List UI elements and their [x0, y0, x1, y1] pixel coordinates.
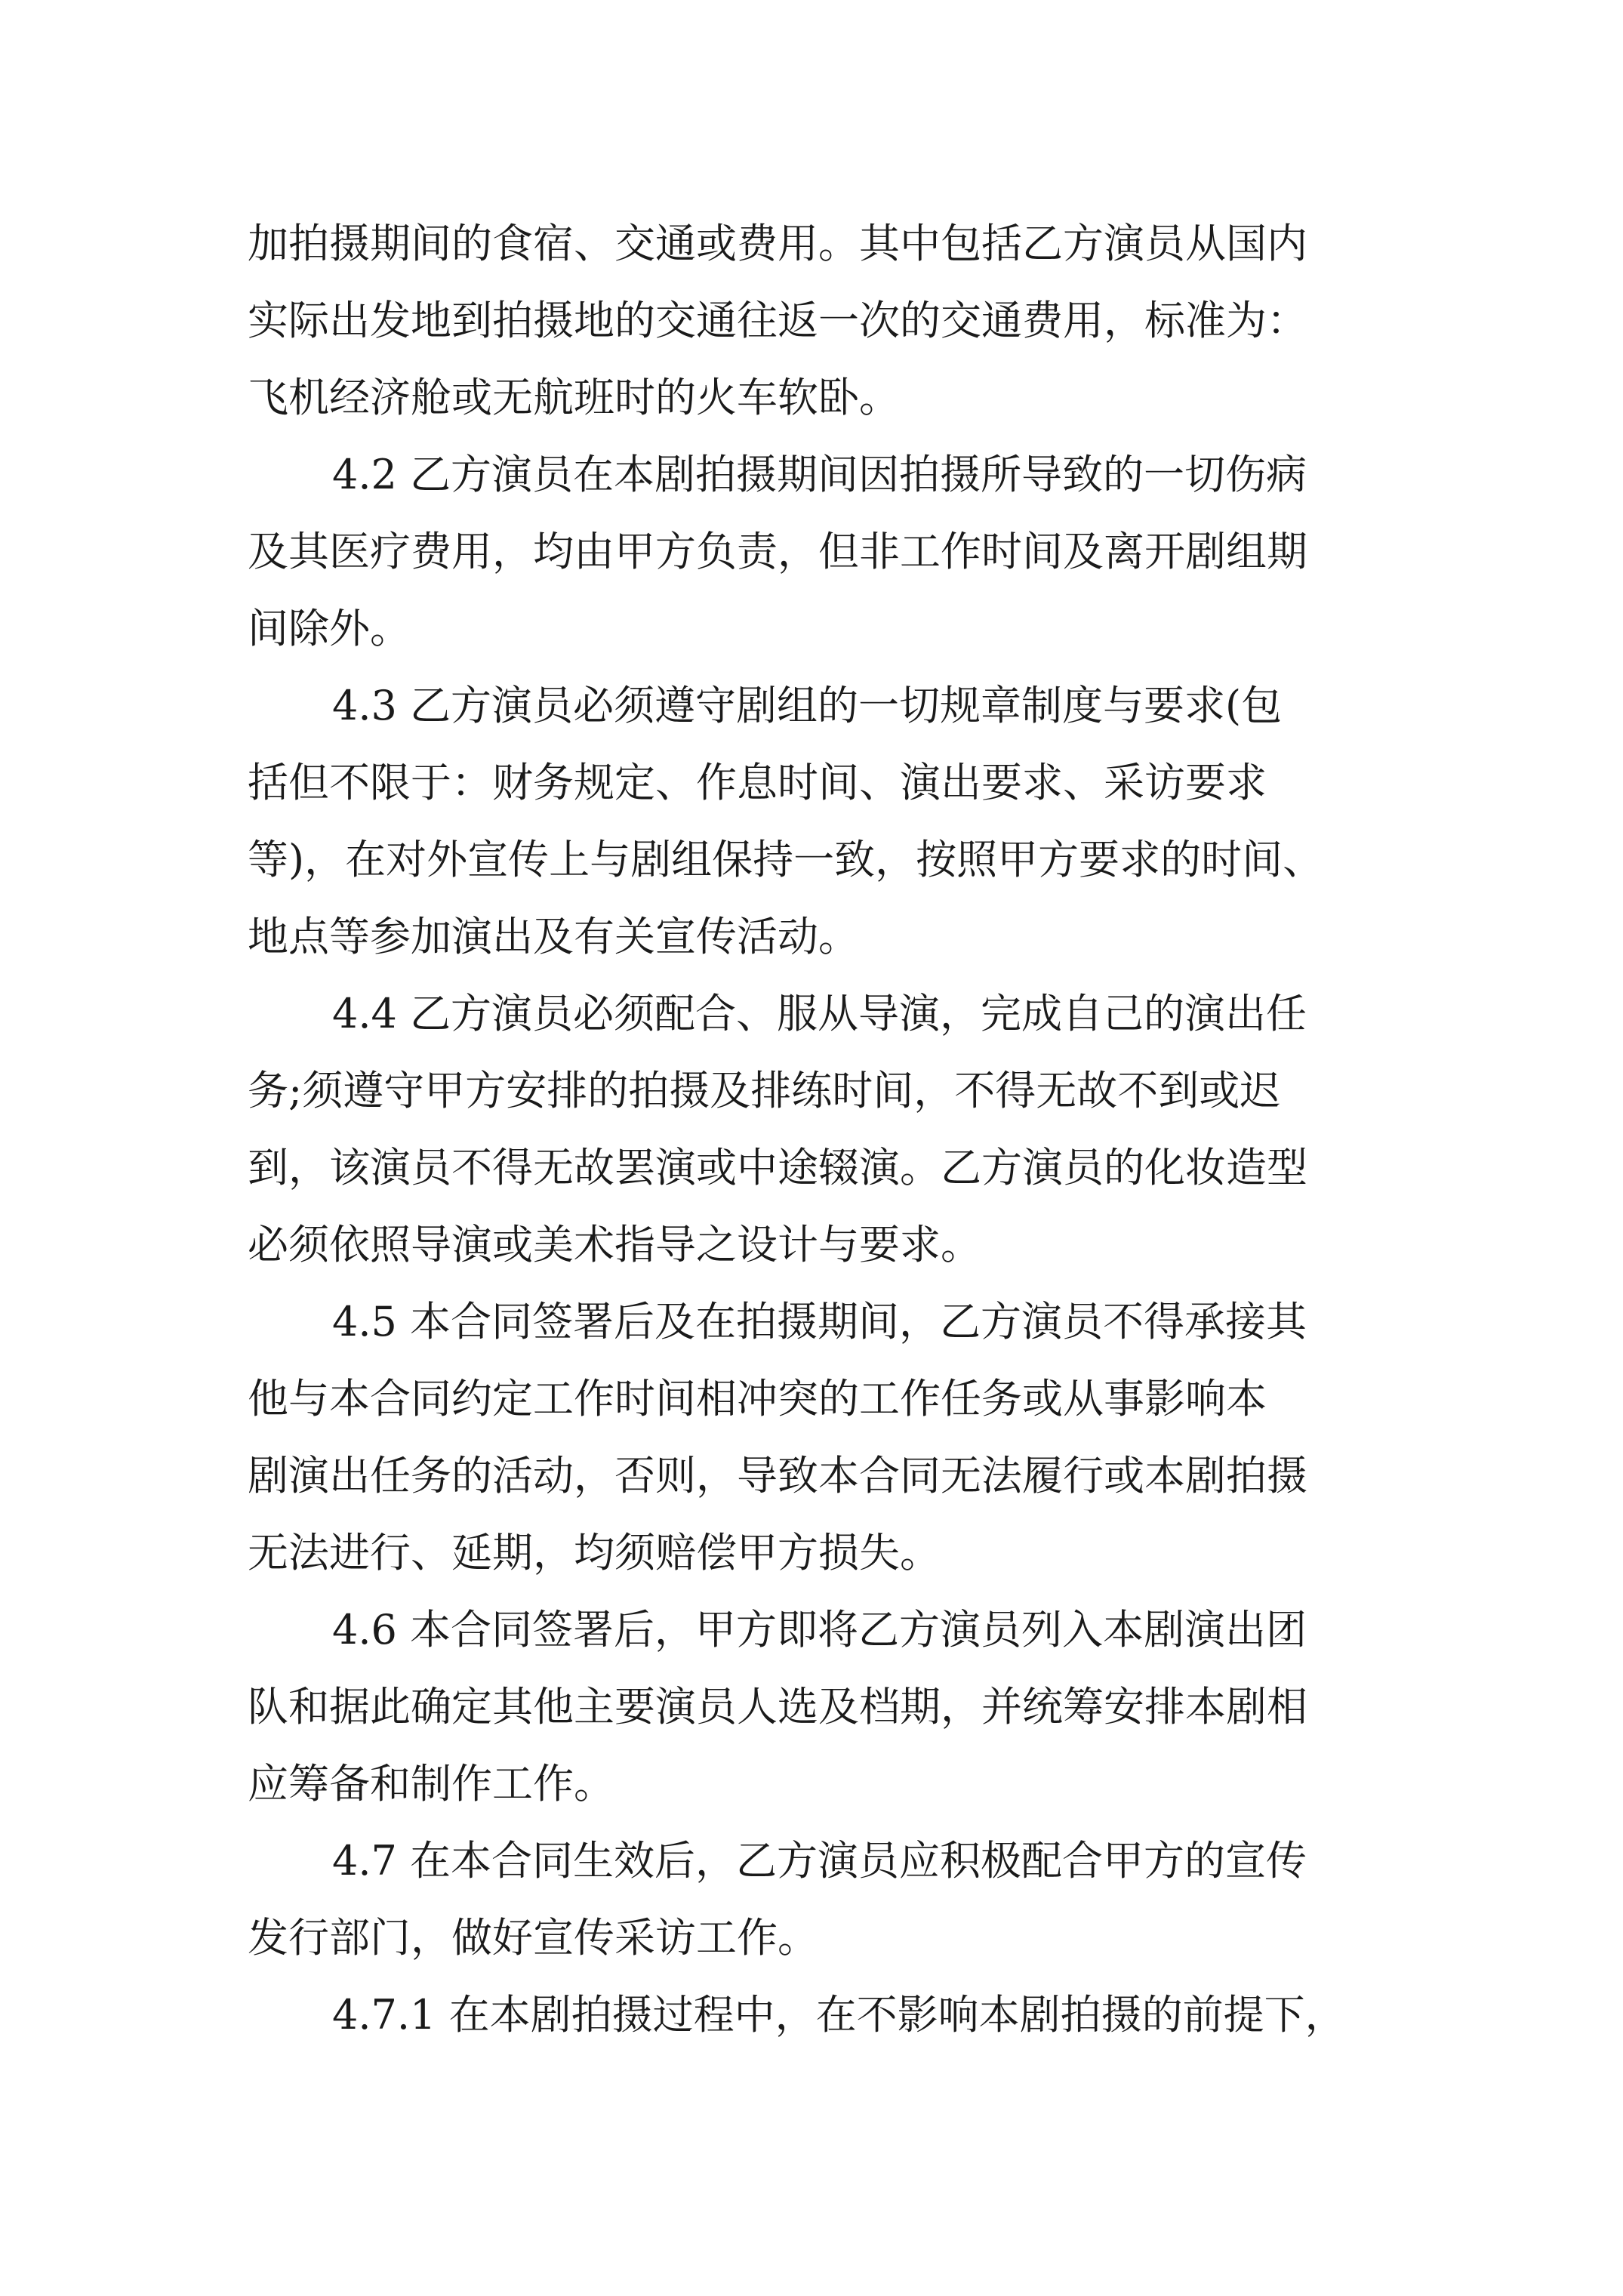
paragraph-line: 队和据此确定其他主要演员人选及档期，并统筹安排本剧相 [248, 1683, 1307, 1730]
paragraph-line: 剧演出任务的活动，否则，导致本合同无法履行或本剧拍摄 [248, 1452, 1307, 1499]
paragraph-line: 发行部门，做好宣传采访工作。 [248, 1914, 818, 1962]
paragraph-line: 加拍摄期间的食宿、交通或费用。其中包括乙方演员从国内 [248, 220, 1307, 267]
paragraph-line: 无法进行、延期，均须赔偿甲方损失。 [248, 1529, 941, 1576]
paragraph-line: 他与本合同约定工作时间相冲突的工作任务或从事影响本 [248, 1375, 1267, 1422]
paragraph-line: 等)，在对外宣传上与剧组保持一致，按照甲方要求的时间、 [248, 836, 1324, 883]
paragraph-line: 应筹备和制作工作。 [248, 1760, 614, 1808]
paragraph-line: 到，该演员不得无故罢演或中途辍演。乙方演员的化妆造型 [248, 1144, 1307, 1191]
clause-4-7-first-line: 4.7 在本合同生效后，乙方演员应积极配合甲方的宣传 [332, 1837, 1307, 1885]
clause-4-6-first-line: 4.6 本合同签署后，甲方即将乙方演员列入本剧演出团 [332, 1606, 1307, 1653]
clause-4-2-first-line: 4.2 乙方演员在本剧拍摄期间因拍摄所导致的一切伤病 [332, 451, 1307, 498]
clause-4-7-1-first-line: 4.7.1 在本剧拍摄过程中，在不影响本剧拍摄的前提下， [332, 1991, 1346, 2039]
paragraph-line: 必须依照导演或美术指导之设计与要求。 [248, 1221, 981, 1268]
paragraph-line: 飞机经济舱或无航班时的火车软卧。 [248, 374, 900, 421]
paragraph-line: 实际出发地到拍摄地的交通往返一次的交通费用，标准为： [248, 297, 1307, 344]
paragraph-line: 务;须遵守甲方安排的拍摄及排练时间，不得无故不到或迟 [248, 1067, 1281, 1114]
clause-4-4-first-line: 4.4 乙方演员必须配合、服从导演，完成自己的演出任 [332, 990, 1307, 1037]
document-body [248, 205, 1410, 2054]
paragraph-line: 间除外。 [248, 605, 411, 652]
clause-4-3-first-line: 4.3 乙方演员必须遵守剧组的一切规章制度与要求(包 [332, 682, 1283, 729]
paragraph-line: 地点等参加演出及有关宣传活动。 [248, 913, 859, 960]
paragraph-line: 及其医疗费用，均由甲方负责，但非工作时间及离开剧组期 [248, 528, 1307, 575]
clause-4-5-first-line: 4.5 本合同签署后及在拍摄期间，乙方演员不得承接其 [332, 1298, 1307, 1345]
paragraph-line: 括但不限于：财务规定、作息时间、演出要求、采访要求 [248, 759, 1267, 806]
